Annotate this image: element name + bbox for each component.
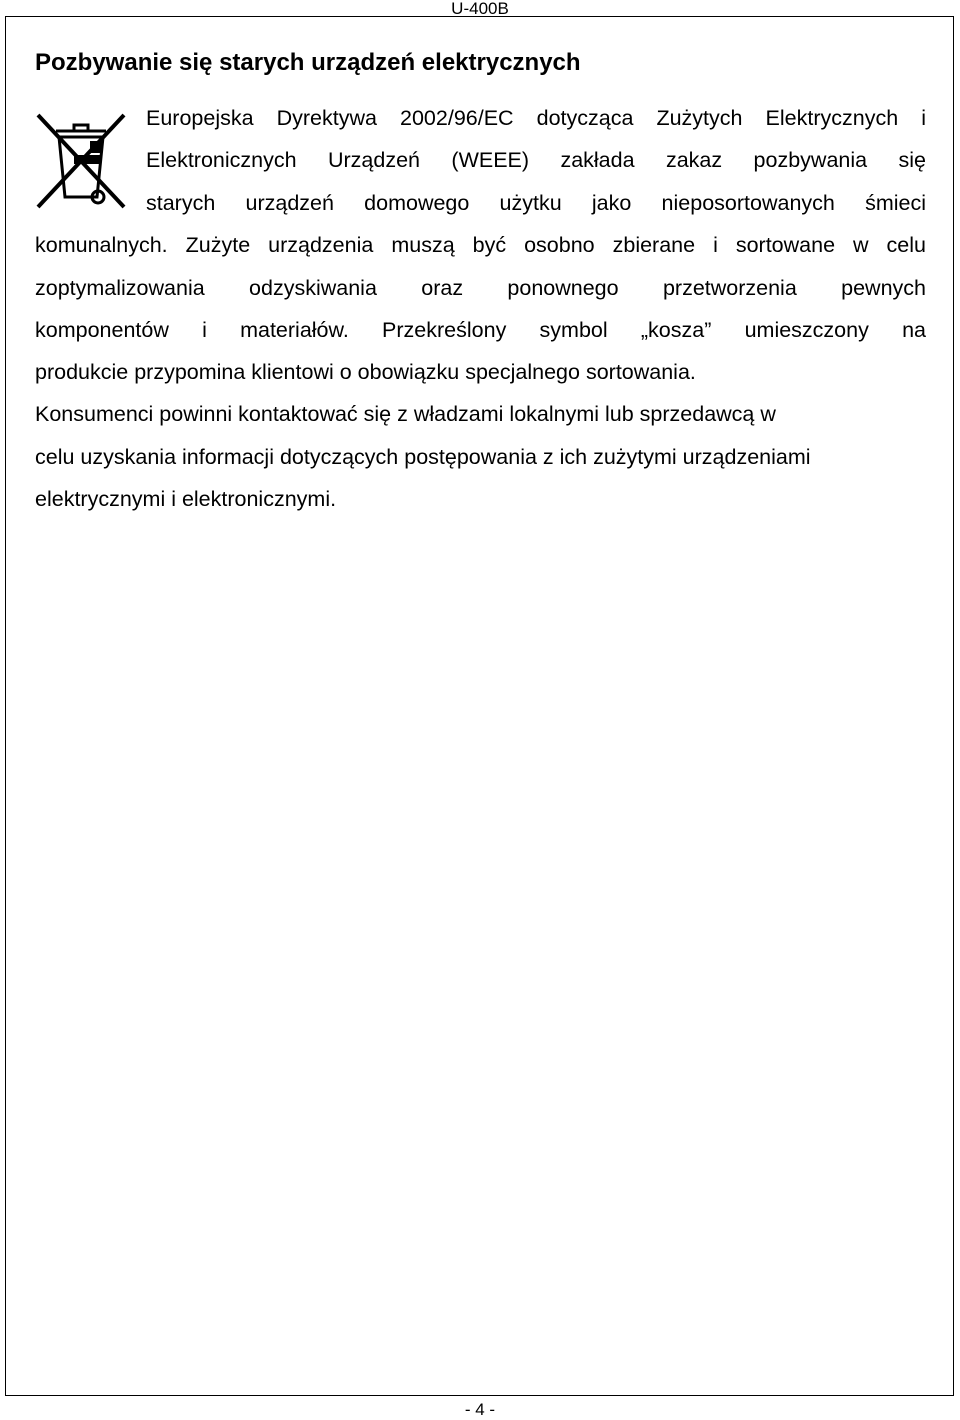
body-line-1: Europejska Dyrektywa 2002/96/EC dotycząca Zużytych Elektrycznych i: [146, 106, 926, 130]
crossed-out-wheelie-bin-icon: [34, 109, 128, 213]
page-border: [5, 16, 954, 1396]
body-line-4: komunalnych. Zużyte urządzenia muszą być osobno zbierane i sortowane w celu: [35, 233, 926, 257]
body-line-7: produkcie przypomina klientowi o obowiązku specjalnego sortowania.: [35, 360, 696, 384]
body-line-9: celu uzyskania informacji dotyczących postępowania z ich zużytymi urządzeniami: [35, 445, 811, 469]
body-line-5: zoptymalizowania odzyskiwania oraz ponownego przetworzenia pewnych: [35, 276, 926, 300]
body-line-2: Elektronicznych Urządzeń (WEEE) zakłada zakaz pozbywania się: [146, 148, 926, 172]
body-line-3: starych urządzeń domowego użytku jako nieposortowanych śmieci: [146, 191, 926, 215]
section-title: Pozbywanie się starych urządzeń elektrycznych: [35, 49, 581, 76]
body-line-10: elektrycznymi i elektronicznymi.: [35, 487, 337, 511]
model-code-header: U-400B: [451, 0, 509, 18]
body-line-6: komponentów i materiałów. Przekreślony symbol „kosza” umieszczony na: [35, 318, 926, 342]
body-line-8: Konsumenci powinni kontaktować się z władzami lokalnymi lub sprzedawcą w: [35, 402, 776, 426]
page-number: - 4 -: [464, 1400, 496, 1419]
